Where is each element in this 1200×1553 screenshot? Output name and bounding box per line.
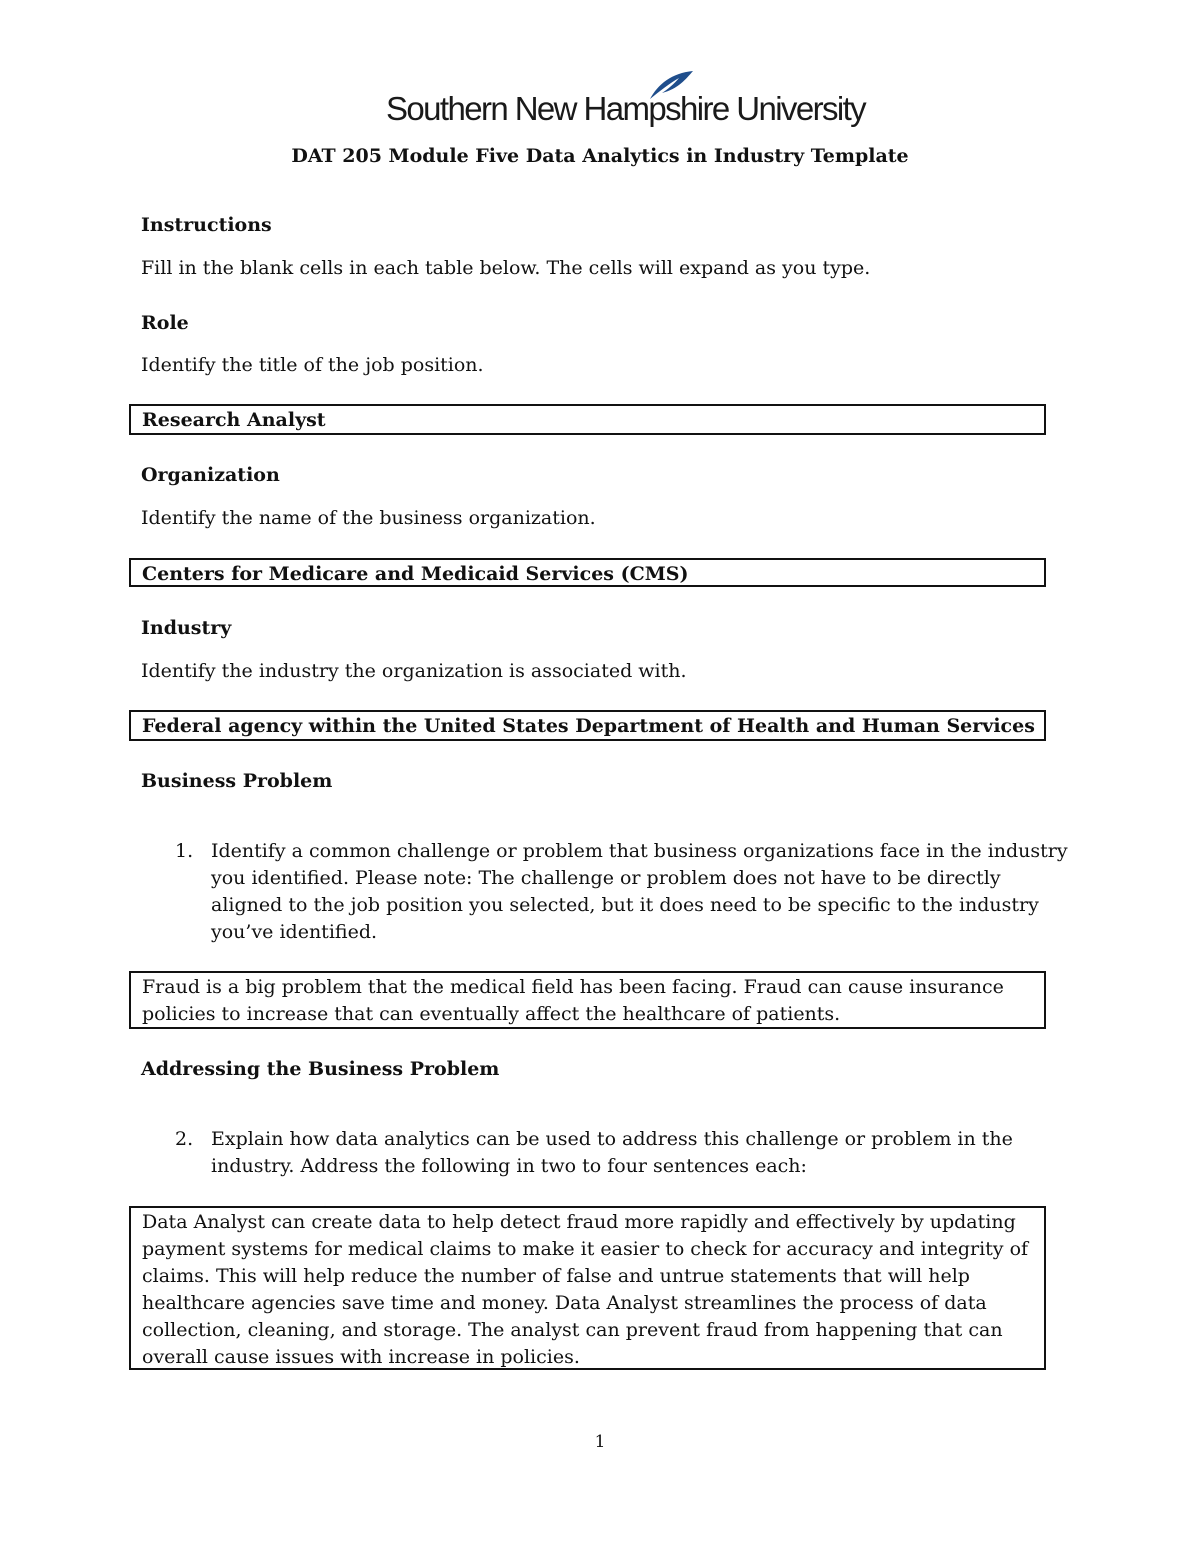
role-heading: Role (141, 312, 189, 334)
organization-heading: Organization (141, 464, 280, 486)
question-number: 2. (175, 1128, 194, 1150)
addressing-heading: Addressing the Business Problem (141, 1058, 500, 1080)
addressing-answer-cell[interactable]: Data Analyst can create data to help detect fraud more rapidly and effectively by updating payment systems for medical claims to make it easier to check for accuracy and integrity of claims. This will help reduce the number of false and untrue statements that will help healthcare agencies save time and money. Data Analyst streamlines the process of data collection, cleaning, and storage. The analyst can prevent fraud from happening that can overall cause issues with increase in policies. (129, 1206, 1046, 1370)
instructions-heading: Instructions (141, 214, 272, 236)
role-answer-cell[interactable]: Research Analyst (129, 404, 1046, 435)
industry-answer-cell[interactable]: Federal agency within the United States Department of Health and Human Services (129, 710, 1046, 741)
organization-answer-cell[interactable]: Centers for Medicare and Medicaid Services (CMS) (129, 558, 1046, 587)
business-problem-question: Identify a common challenge or problem that business organizations face in the industry you identified. Please note: The challenge or problem does not have to be directly aligned to the job position you selected, but it does need to be specific to the industry you’ve identified. (211, 840, 1068, 943)
document-title: DAT 205 Module Five Data Analytics in Industry Template (291, 145, 909, 167)
question-number: 1. (175, 840, 194, 862)
university-logo (386, 70, 866, 136)
role-prompt: Identify the title of the job position. (141, 354, 484, 376)
organization-prompt: Identify the name of the business organization. (141, 507, 596, 529)
business-problem-heading: Business Problem (141, 770, 333, 792)
page-number: 1 (594, 1432, 606, 1452)
industry-prompt: Identify the industry the organization is associated with. (141, 660, 687, 682)
instructions-text: Fill in the blank cells in each table below. The cells will expand as you type. (141, 257, 871, 279)
addressing-question: Explain how data analytics can be used to address this challenge or problem in the industry. Address the following in two to four sentences each: (211, 1128, 1013, 1177)
business-problem-answer-cell[interactable]: Fraud is a big problem that the medical field has been facing. Fraud can cause insurance policies to increase that can eventually affect the healthcare of patients. (129, 971, 1046, 1029)
industry-heading: Industry (141, 617, 232, 639)
logo-text: Southern New Hampshire University (386, 90, 866, 127)
